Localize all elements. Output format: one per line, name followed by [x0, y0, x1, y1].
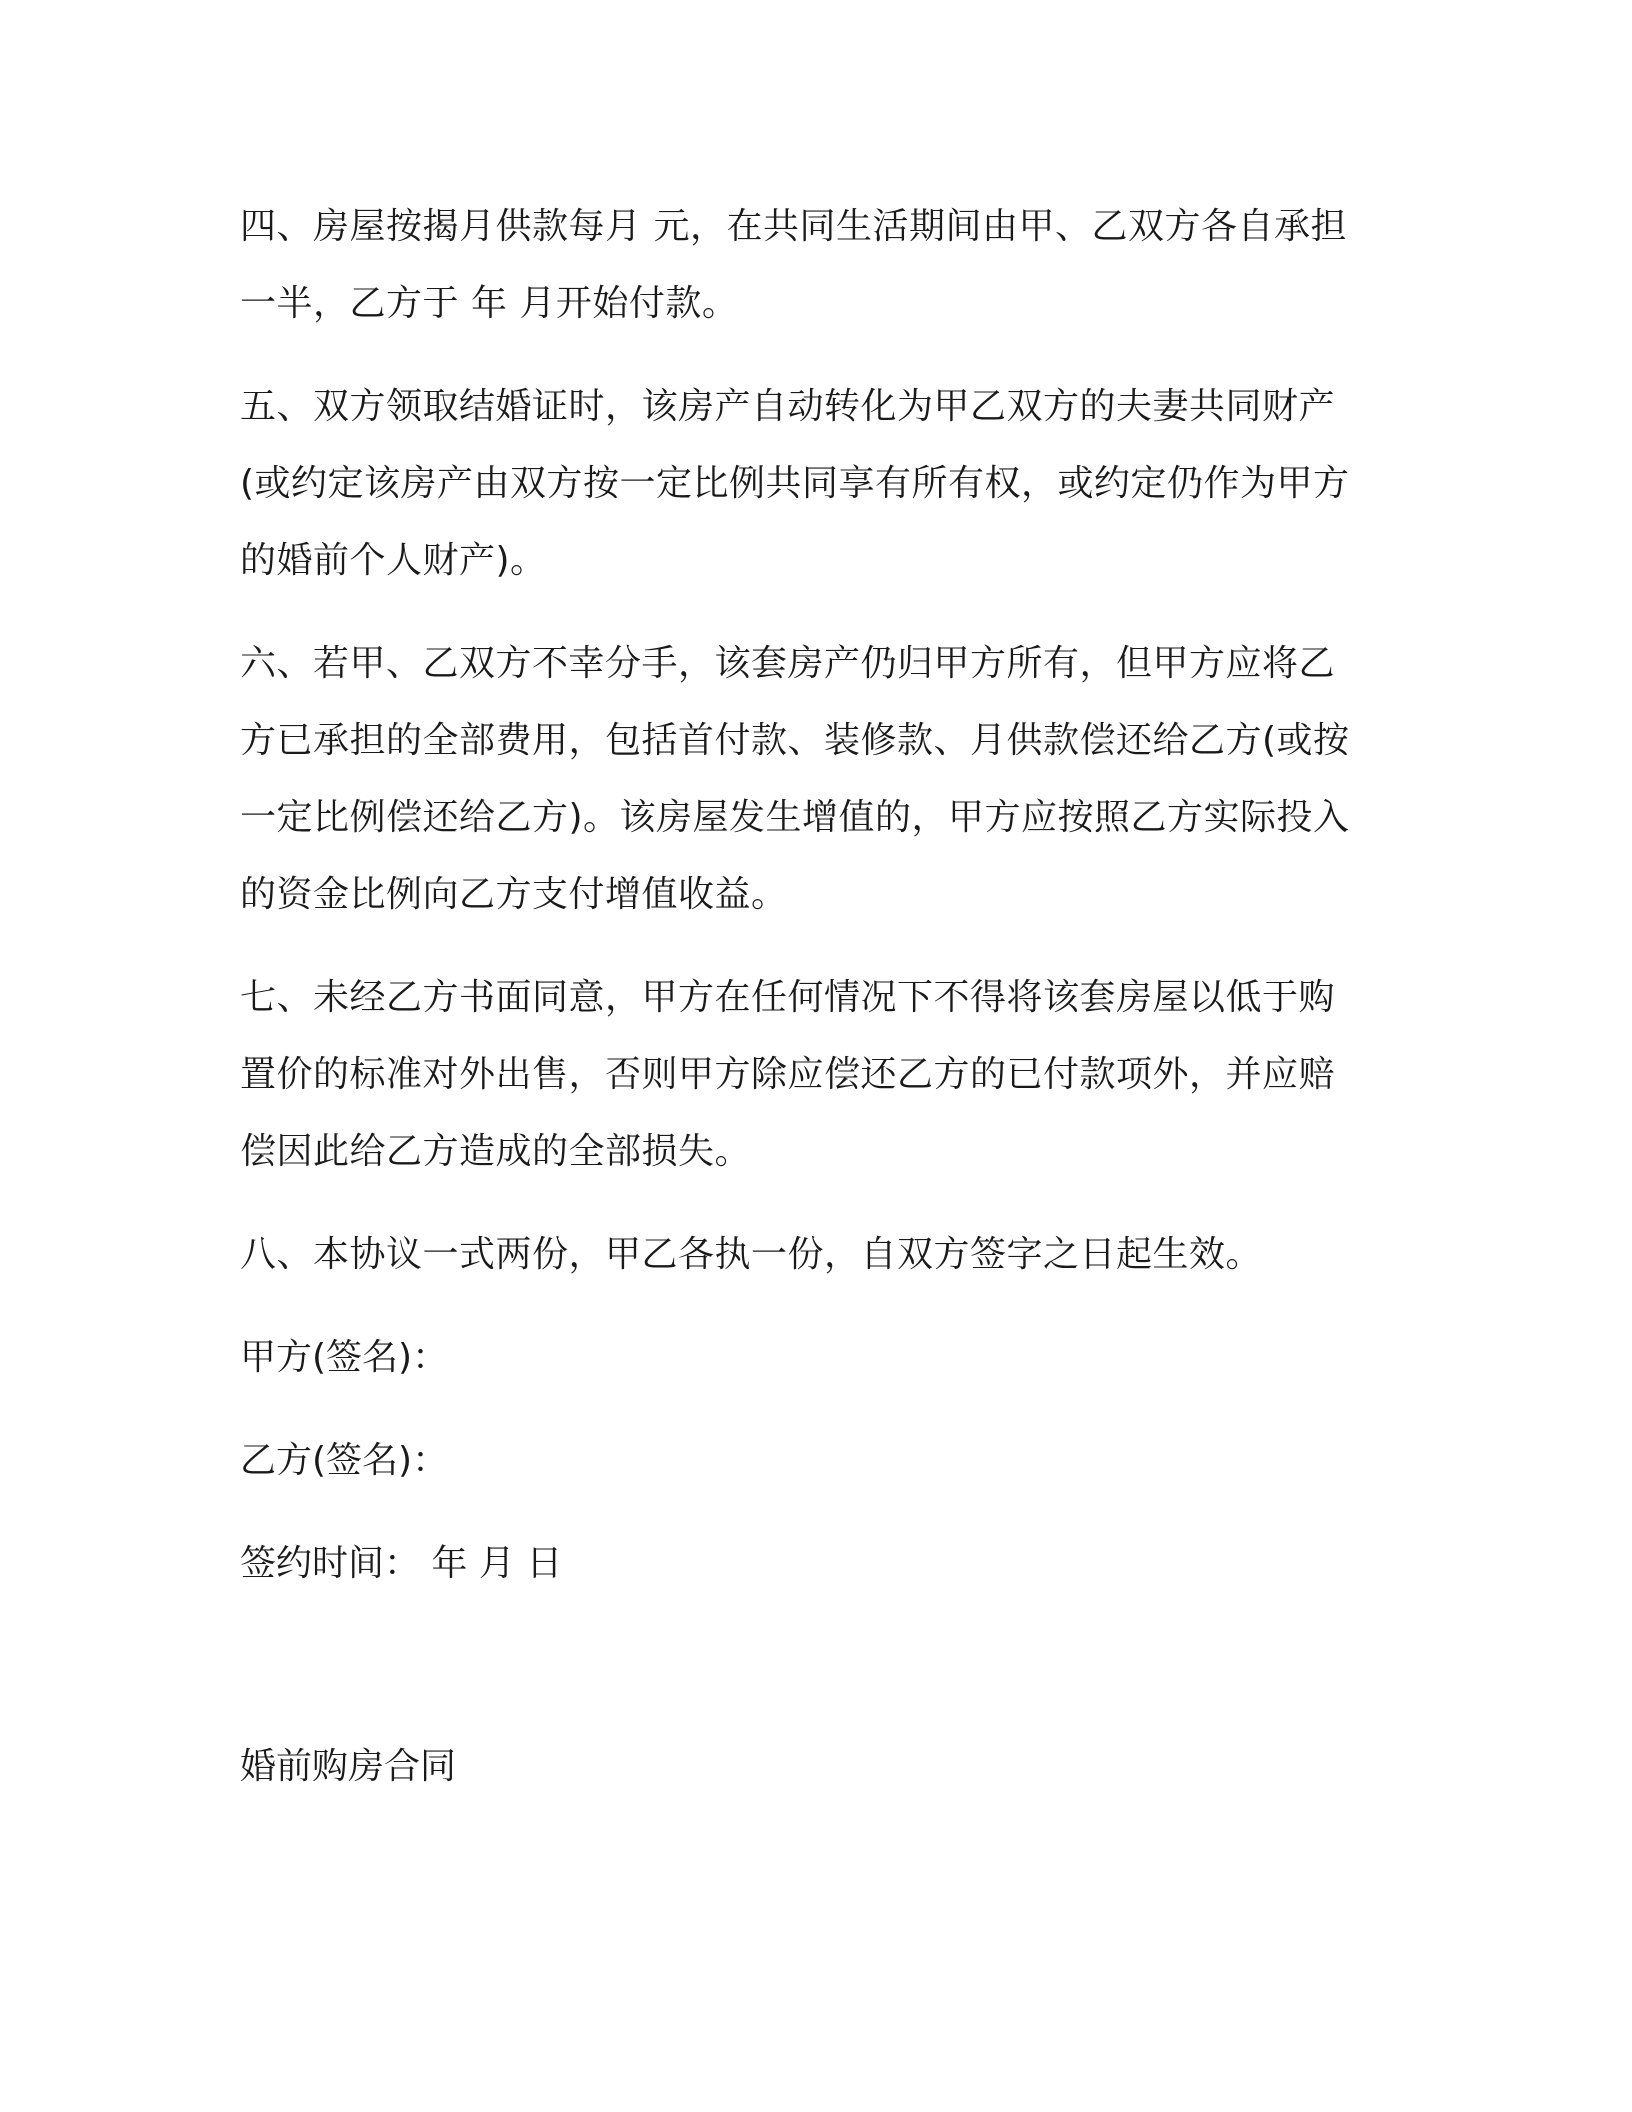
clause-seven [240, 959, 1370, 1190]
contract-body [240, 188, 1370, 1628]
clause-line: 的婚前个人财产)。 [240, 540, 547, 581]
party-b-signature-line: 乙方(签名)： [240, 1440, 449, 1481]
clause-line: 五、双方领取结婚证时，该房产自动转化为甲乙双方的夫妻共同财产 [240, 386, 1336, 427]
clause-line: 一半，乙方于 年 月开始付款。 [240, 283, 739, 324]
clause-line: 四、房屋按揭月供款每月 元，在共同生活期间由甲、乙双方各自承担 [240, 206, 1347, 247]
clause-line: 七、未经乙方书面同意，甲方在任何情况下不得将该套房屋以低于购 [240, 977, 1336, 1018]
party-a-signature-line: 甲方(签名)： [240, 1337, 449, 1378]
clause-line: 六、若甲、乙双方不幸分手，该套房产仍归甲方所有，但甲方应将乙 [240, 643, 1336, 684]
clause-line: 八、本协议一式两份，甲乙各执一份，自双方签字之日起生效。 [240, 1234, 1263, 1275]
clause-line: (或约定该房产由双方按一定比例共同享有所有权，或约定仍作为甲方 [240, 463, 1350, 504]
clause-line: 方已承担的全部费用，包括首付款、装修款、月供款偿还给乙方(或按 [240, 720, 1350, 761]
document-title: 婚前购房合同 [240, 1746, 457, 1787]
clause-line: 的资金比例向乙方支付增值收益。 [240, 874, 788, 915]
clause-line: 偿因此给乙方造成的全部损失。 [240, 1131, 752, 1172]
clause-eight [240, 1216, 1370, 1293]
signing-date-line: 签约时间： 年 月 日 [240, 1543, 563, 1584]
clause-five [240, 368, 1370, 599]
clause-six [240, 625, 1370, 933]
clause-four [240, 188, 1370, 342]
clause-line: 一定比例偿还给乙方)。该房屋发生增值的，甲方应按照乙方实际投入 [240, 797, 1350, 838]
clause-line: 置价的标准对外出售，否则甲方除应偿还乙方的已付款项外，并应赔 [240, 1054, 1336, 1095]
